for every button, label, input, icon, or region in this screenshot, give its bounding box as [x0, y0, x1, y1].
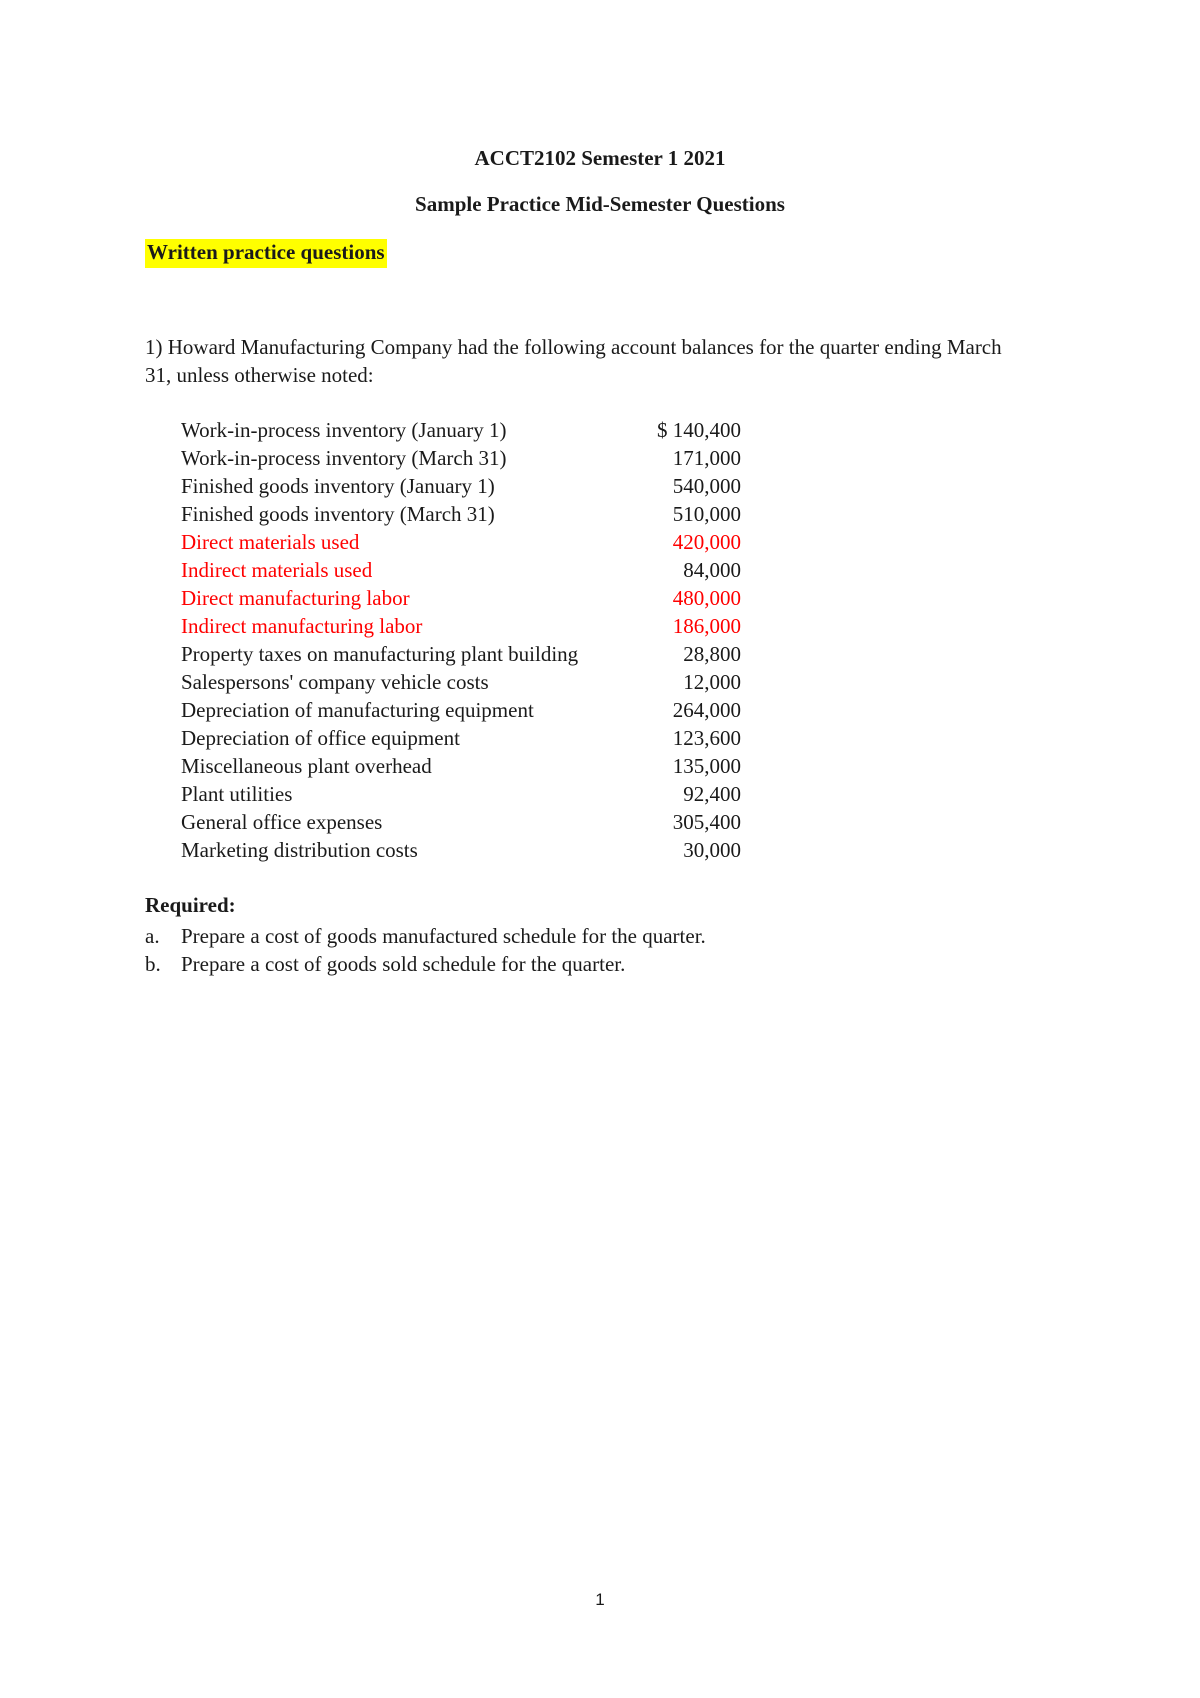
requirement-text: Prepare a cost of goods sold schedule for the quarter.	[181, 952, 626, 976]
page-number: 1	[595, 1590, 605, 1609]
balance-row	[181, 416, 741, 444]
balance-label: Depreciation of manufacturing equipment	[181, 698, 534, 722]
document-subtitle: Sample Practice Mid-Semester Questions	[415, 192, 785, 216]
balance-label: Finished goods inventory (January 1)	[181, 474, 495, 498]
balance-value: 12,000	[683, 670, 741, 694]
balance-label: Finished goods inventory (March 31)	[181, 502, 495, 526]
balance-row	[181, 808, 741, 836]
balance-value: 92,400	[683, 782, 741, 806]
balance-value: 171,000	[672, 446, 741, 470]
balance-value: $ 140,400	[657, 418, 741, 442]
balance-label: Salespersons' company vehicle costs	[181, 670, 489, 694]
requirement-letter: a.	[145, 924, 160, 948]
balance-row	[181, 752, 741, 780]
requirement-text: Prepare a cost of goods manufactured schedule for the quarter.	[181, 924, 706, 948]
required-heading: Required:	[145, 893, 236, 917]
balance-value: 84,000	[683, 558, 741, 582]
question-text: 1) Howard Manufacturing Company had the following account balances for the quarter ending March 31, unless otherwise noted:	[145, 335, 1002, 387]
balance-label: Direct manufacturing labor	[181, 586, 410, 610]
balance-label: Miscellaneous plant overhead	[181, 754, 432, 778]
balance-label: Depreciation of office equipment	[181, 726, 460, 750]
balance-value: 305,400	[672, 810, 741, 834]
balance-label: Indirect materials used	[181, 558, 373, 582]
balance-value: 186,000	[672, 614, 741, 638]
balance-row	[181, 500, 741, 528]
balance-value: 135,000	[672, 754, 741, 778]
balance-row	[181, 696, 741, 724]
balance-row	[181, 584, 741, 612]
balance-label: Property taxes on manufacturing plant building	[181, 642, 579, 666]
balance-value: 28,800	[683, 642, 741, 666]
balance-value: 30,000	[683, 838, 741, 862]
balance-row	[181, 668, 741, 696]
balance-row	[181, 444, 741, 472]
section-heading: Written practice questions	[145, 239, 387, 268]
balance-value: 264,000	[672, 698, 741, 722]
balance-row	[181, 836, 741, 864]
balance-label: Direct materials used	[181, 530, 360, 554]
account-balances-list	[181, 416, 741, 864]
balance-value: 510,000	[672, 502, 741, 526]
balance-row	[181, 780, 741, 808]
balance-label: Work-in-process inventory (January 1)	[181, 418, 507, 442]
balance-value: 540,000	[672, 474, 741, 498]
requirement-letter: b.	[145, 952, 161, 976]
balance-row	[181, 724, 741, 752]
balance-value: 420,000	[672, 530, 741, 554]
balance-label: Plant utilities	[181, 782, 293, 806]
balance-label: General office expenses	[181, 810, 383, 834]
balance-row	[181, 556, 741, 584]
balance-value: 123,600	[672, 726, 741, 750]
balance-row	[181, 528, 741, 556]
balance-label: Indirect manufacturing labor	[181, 614, 423, 638]
balance-label: Marketing distribution costs	[181, 838, 418, 862]
balance-row	[181, 640, 741, 668]
document-title: ACCT2102 Semester 1 2021	[474, 146, 726, 170]
balance-label: Work-in-process inventory (March 31)	[181, 446, 507, 470]
balance-value: 480,000	[672, 586, 741, 610]
balance-row	[181, 472, 741, 500]
balance-row	[181, 612, 741, 640]
